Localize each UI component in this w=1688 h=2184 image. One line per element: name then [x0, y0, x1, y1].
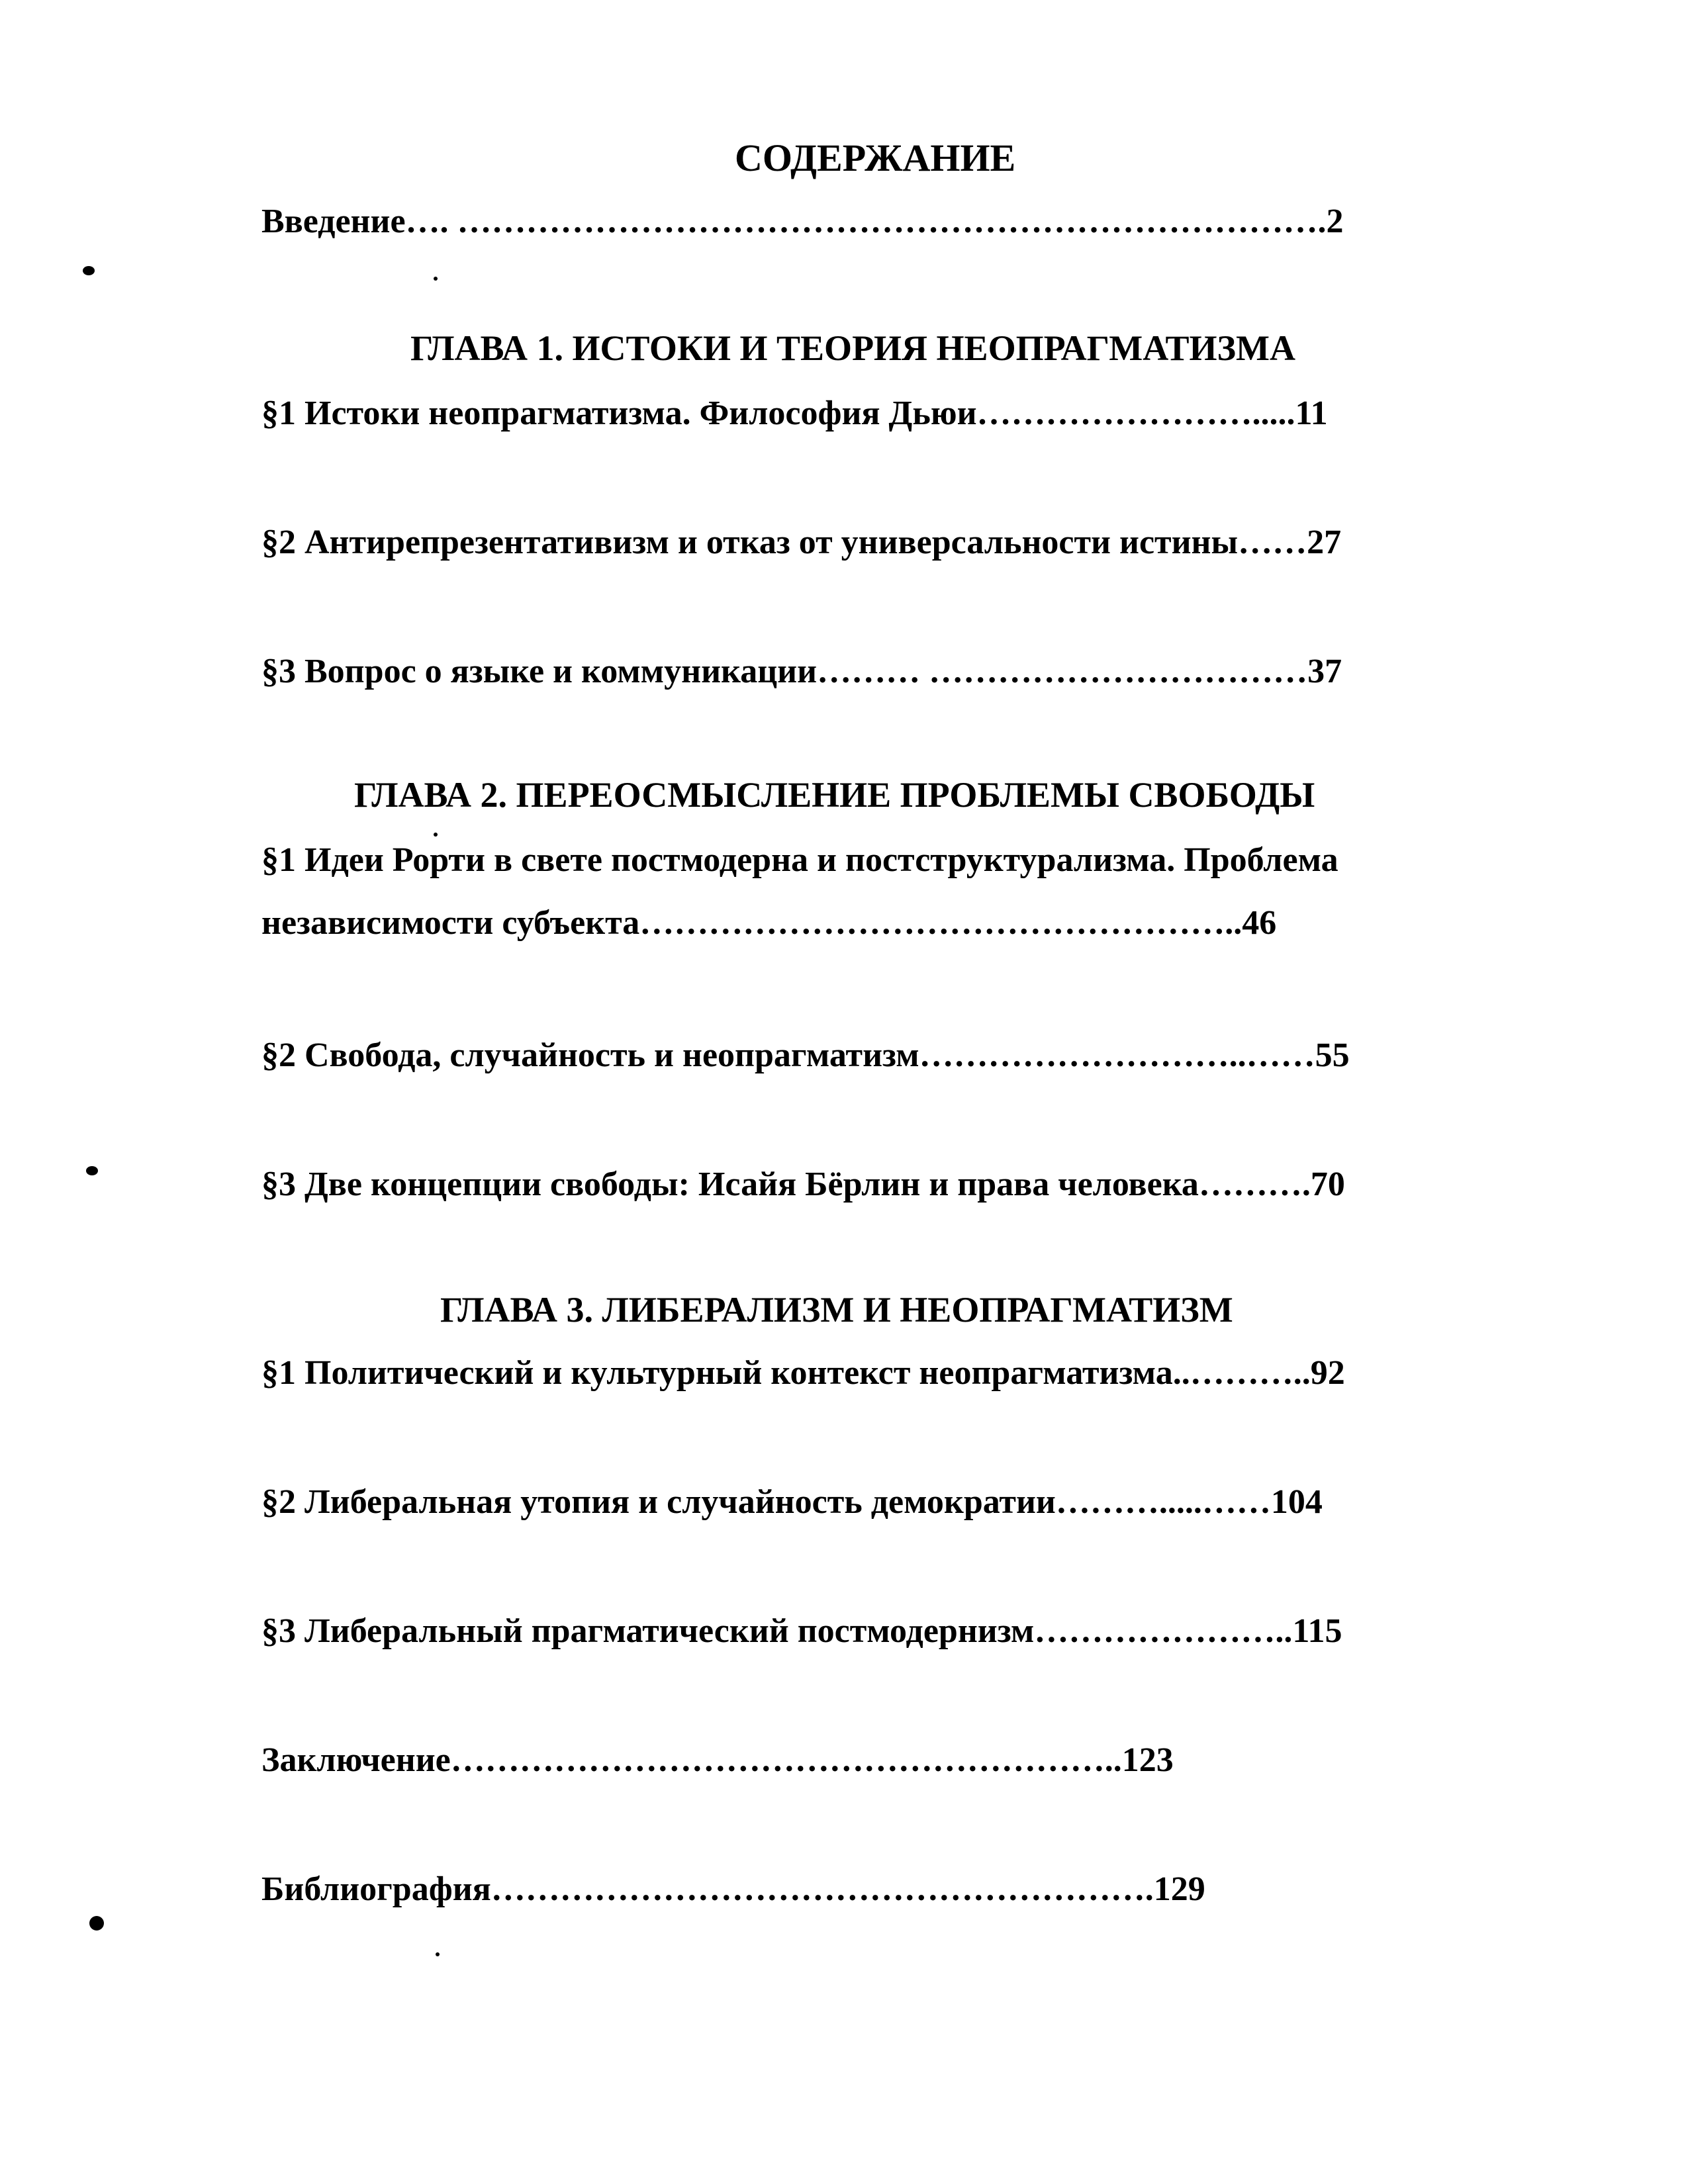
- toc-leader: ……: [1238, 523, 1307, 561]
- toc-label: §3 Две концепции свободы: Исайя Бёрлин и права человека: [261, 1165, 1199, 1203]
- toc-page-number: 123: [1121, 1741, 1174, 1779]
- toc-entry-bibliography[interactable]: [261, 1870, 1205, 1909]
- page-title: СОДЕРЖАНИЕ: [735, 136, 1016, 179]
- toc-leader: …………………..: [1034, 1612, 1293, 1650]
- toc-entry[interactable]: [261, 523, 1341, 562]
- toc-entry[interactable]: [261, 1165, 1345, 1204]
- toc-entry[interactable]: [261, 841, 1338, 880]
- toc-leader: ..………..: [1172, 1354, 1311, 1392]
- toc-label: §1 Политический и культурный контекст неопрагматизма: [261, 1354, 1173, 1392]
- scan-speck: [436, 1952, 440, 1956]
- toc-page-number: 46: [1242, 904, 1277, 942]
- toc-entry[interactable]: [261, 1482, 1323, 1522]
- chapter-heading-1: ГЛАВА 1. ИСТОКИ И ТЕОРИЯ НЕОПРАГМАТИЗМА: [410, 328, 1296, 368]
- toc-entry[interactable]: [261, 652, 1342, 691]
- toc-entry[interactable]: [261, 1353, 1345, 1392]
- scan-speck: [89, 1916, 104, 1931]
- toc-label: §1 Идеи Рорти в свете постмодерна и постструктурализма. Проблема: [261, 841, 1338, 879]
- chapter-heading-3: ГЛАВА 3. ЛИБЕРАЛИЗМ И НЕОПРАГМАТИЗМ: [440, 1290, 1233, 1330]
- toc-label: §2 Антирепрезентативизм и отказ от универсальности истины: [261, 523, 1239, 561]
- toc-page-number: 37: [1307, 653, 1342, 690]
- toc-entry-conclusion[interactable]: [261, 1741, 1174, 1780]
- toc-page-number: 129: [1153, 1870, 1205, 1908]
- toc-label: Введение: [261, 203, 406, 240]
- chapter-heading-2: ГЛАВА 2. ПЕРЕОСМЫСЛЕНИЕ ПРОБЛЕМЫ СВОБОДЫ: [354, 775, 1315, 815]
- toc-entry[interactable]: [261, 1612, 1342, 1651]
- toc-leader: ………………………………………………….: [491, 1870, 1154, 1908]
- scan-speck: [86, 1166, 98, 1175]
- toc-page-number: 92: [1310, 1354, 1345, 1392]
- toc-entry[interactable]: [261, 1036, 1350, 1075]
- toc-page-number: 70: [1310, 1165, 1345, 1203]
- toc-page-number: 55: [1315, 1036, 1350, 1074]
- toc-leader: ……….: [1198, 1165, 1311, 1203]
- toc-label: независимости субъекта: [261, 904, 640, 942]
- scan-speck: [83, 266, 95, 275]
- toc-leader: …………………………………………………..: [450, 1741, 1122, 1779]
- toc-label: Библиография: [261, 1870, 491, 1908]
- toc-entry-continuation[interactable]: [261, 903, 1276, 942]
- toc-label: §1 Истоки неопрагматизма. Философия Дьюи: [261, 394, 977, 432]
- toc-leader: …………………….....: [976, 394, 1295, 432]
- toc-page-number: 104: [1270, 1483, 1323, 1521]
- toc-entry-introduction[interactable]: [261, 202, 1344, 241]
- scan-speck: [434, 277, 438, 281]
- toc-label: §3 Либеральный прагматический постмодернизм: [261, 1612, 1035, 1650]
- toc-page-number: 11: [1295, 394, 1328, 432]
- toc-leader: ………………………..……: [919, 1036, 1315, 1074]
- toc-entry[interactable]: [261, 394, 1328, 433]
- scan-speck: [434, 833, 438, 837]
- toc-leader: ……………………………………………..: [639, 904, 1243, 942]
- toc-label: §2 Либеральная утопия и случайность демократии: [261, 1483, 1056, 1521]
- toc-label: Заключение: [261, 1741, 451, 1779]
- toc-leader: …. ………………………………………………………………….: [405, 203, 1327, 240]
- toc-label: §2 Свобода, случайность и неопрагматизм: [261, 1036, 919, 1074]
- toc-page-number: 2: [1326, 203, 1344, 240]
- toc-page-number: 115: [1292, 1612, 1342, 1650]
- toc-page-number: 27: [1307, 523, 1342, 561]
- toc-label: §3 Вопрос о языке и коммуникации: [261, 653, 818, 690]
- toc-leader: ……… ……………………………: [817, 653, 1308, 690]
- toc-leader: ……….....……: [1055, 1483, 1271, 1521]
